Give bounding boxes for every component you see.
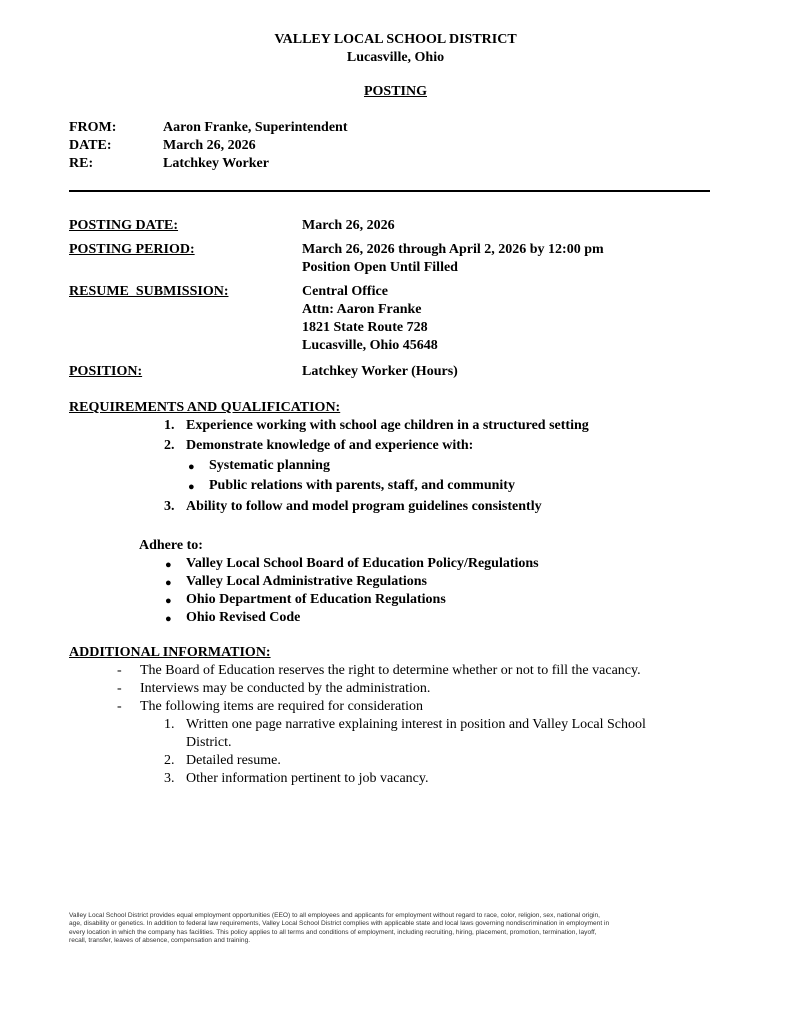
bullet-icon: ● [188, 461, 195, 473]
requirement-text: Demonstrate knowledge of and experience with: [186, 438, 474, 453]
bullet-icon: ● [165, 595, 172, 607]
requirement-subitem: Systematic planning [209, 458, 330, 473]
posting-period-label: POSTING PERIOD: [69, 242, 195, 257]
re-value: Latchkey Worker [163, 156, 269, 171]
bullet-icon: ● [188, 481, 195, 493]
bullet-icon: ● [165, 559, 172, 571]
eeo-line: every location in which the company has facilities. This policy applies to all terms and conditions of employment, including recruiting, hiring, placement, promotion, termination, layoff, [69, 928, 597, 936]
date-value: March 26, 2026 [163, 138, 256, 153]
dash-marker: - [117, 663, 122, 678]
requirement-subitem: Public relations with parents, staff, and community [209, 478, 515, 493]
posting-period-line2: Position Open Until Filled [302, 260, 458, 275]
eeo-statement [69, 912, 709, 946]
consideration-number: 1. [164, 717, 175, 732]
additional-item: The following items are required for consideration [140, 699, 424, 714]
district-name: VALLEY LOCAL SCHOOL DISTRICT [274, 32, 517, 47]
consideration-number: 2. [164, 753, 175, 768]
additional-info-heading: ADDITIONAL INFORMATION: [69, 645, 271, 660]
requirement-text: Experience working with school age children in a structured setting [186, 418, 589, 433]
dash-marker: - [117, 699, 122, 714]
consideration-text-continued: District. [186, 735, 232, 750]
dash-marker: - [117, 681, 122, 696]
requirement-number: 2. [164, 438, 175, 453]
date-label: DATE: [69, 138, 112, 153]
from-label: FROM: [69, 120, 117, 135]
requirement-number: 1. [164, 418, 175, 433]
adhere-item: Valley Local School Board of Education Policy/Regulations [186, 556, 539, 571]
requirements-heading: REQUIREMENTS AND QUALIFICATION: [69, 400, 341, 415]
requirement-number: 3. [164, 499, 175, 514]
from-value: Aaron Franke, Superintendent [163, 120, 348, 135]
requirement-text: Ability to follow and model program guidelines consistently [186, 499, 542, 514]
header-divider [69, 190, 710, 192]
document-title [0, 83, 791, 101]
eeo-line: Valley Local School District provides equal employment opportunities (EEO) to all employees and applicants for employment without regard to race, color, religion, sex, national origin, [69, 912, 600, 919]
posting-date-label: POSTING DATE: [69, 218, 179, 233]
resume-submission-label: RESUME SUBMISSION: [69, 284, 229, 299]
consideration-text: Written one page narrative explaining interest in position and Valley Local School [186, 717, 646, 732]
bullet-icon: ● [165, 577, 172, 589]
resume-address-line: Attn: Aaron Franke [302, 302, 422, 317]
re-label: RE: [69, 156, 94, 171]
posting-period-line1: March 26, 2026 through April 2, 2026 by 12:00 pm [302, 242, 604, 257]
consideration-text: Detailed resume. [186, 753, 281, 768]
eeo-line: age, disability or genetics. In addition to federal law requirements, Valley Local School District complies with applicable state and local laws governing nondiscrimination in employment in [69, 920, 610, 928]
adhere-item: Ohio Revised Code [186, 610, 301, 625]
adhere-item: Ohio Department of Education Regulations [186, 592, 446, 607]
resume-address-line: Central Office [302, 284, 388, 299]
additional-item: Interviews may be conducted by the administration. [140, 681, 431, 696]
document-title-text: POSTING [363, 84, 427, 99]
adhere-label: Adhere to: [139, 538, 203, 553]
resume-address-line: 1821 State Route 728 [302, 320, 428, 335]
posting-date-value: March 26, 2026 [302, 218, 395, 233]
position-label: POSITION: [69, 364, 143, 379]
resume-address-line: Lucasville, Ohio 45648 [302, 338, 438, 353]
consideration-text: Other information pertinent to job vacancy. [186, 771, 429, 786]
adhere-item: Valley Local Administrative Regulations [186, 574, 427, 589]
position-value: Latchkey Worker (Hours) [302, 364, 458, 379]
bullet-icon: ● [165, 613, 172, 625]
eeo-line: recall, transfer, leaves of absence, compensation and training. [69, 937, 251, 945]
consideration-number: 3. [164, 771, 175, 786]
district-city: Lucasville, Ohio [346, 50, 445, 65]
additional-item: The Board of Education reserves the right to determine whether or not to fill the vacancy. [140, 663, 641, 678]
